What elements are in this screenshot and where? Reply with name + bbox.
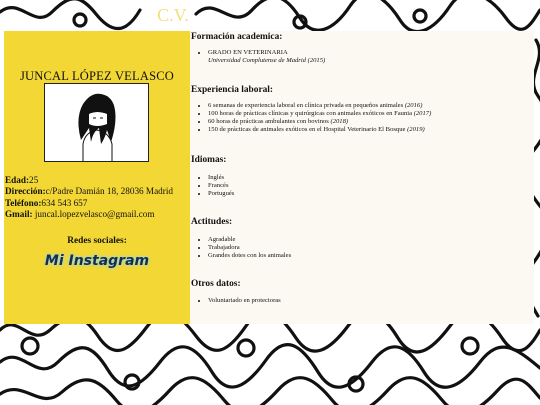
address-row: Dirección:c/Padre Damián 18, 28036 Madrid: [5, 186, 173, 197]
list-item: • GRADO EN VETERINARIA Universidad Complutense de Madrid (2015): [208, 49, 325, 65]
experience-list: [198, 102, 431, 134]
candidate-name: JUNCAL LÓPEZ VELASCO: [19, 69, 174, 83]
languages-list: [198, 174, 234, 198]
list-item: • Grandes dotes con los animales: [208, 252, 291, 260]
instagram-link[interactable]: Mi Instagram: [44, 253, 150, 269]
other-title: Otros datos:: [191, 279, 241, 289]
list-item: • Agradable: [208, 236, 291, 244]
age-row: Edad:25: [5, 175, 39, 185]
education-title: Formación academica:: [191, 32, 283, 42]
list-item: • 6 semanas de experiencia laboral en clínica privada en pequeños animales (2016): [208, 102, 431, 110]
social-title: Redes sociales:: [67, 236, 127, 246]
list-item: • Francés: [208, 182, 234, 190]
list-item: • 100 horas de prácticas clínicas y quirúrgicas con animales exóticos en Faunia (2017): [208, 110, 431, 118]
experience-title: Experiencia laboral:: [191, 85, 274, 95]
cv-content: [190, 31, 534, 324]
languages-title: Idiomas:: [191, 155, 227, 165]
profile-sidebar: [4, 31, 190, 324]
list-item: • 150 de prácticas de animales exóticos en el Hospital Veterinario El Bosque (2019): [208, 126, 431, 134]
email-row: Gmail: juncal.lopezvelasco@gmail.com: [5, 208, 155, 219]
phone-row: Teléfono:634 543 657: [5, 197, 88, 208]
list-item: • 60 horas de prácticas ambulantes con bovinos (2018): [208, 118, 431, 126]
list-item: • Inglés: [208, 174, 234, 182]
cv-logo: C.V.: [157, 5, 189, 25]
attitudes-list: [198, 236, 291, 260]
education-list: [198, 49, 325, 65]
other-list: [198, 297, 281, 305]
institution: Universidad Complutense de Madrid (2015): [208, 57, 326, 65]
profile-photo: [44, 83, 149, 162]
list-item: • Voluntariado en protectoras: [208, 297, 281, 305]
girl-illustration-icon: [45, 84, 149, 162]
list-item: • Trabajadora: [208, 244, 291, 252]
attitudes-title: Actitudes:: [191, 217, 233, 227]
email-link[interactable]: juncal.lopezvelasco@gmail.com: [34, 208, 155, 219]
list-item: • Portugués: [208, 190, 234, 198]
contact-info: [5, 175, 188, 220]
